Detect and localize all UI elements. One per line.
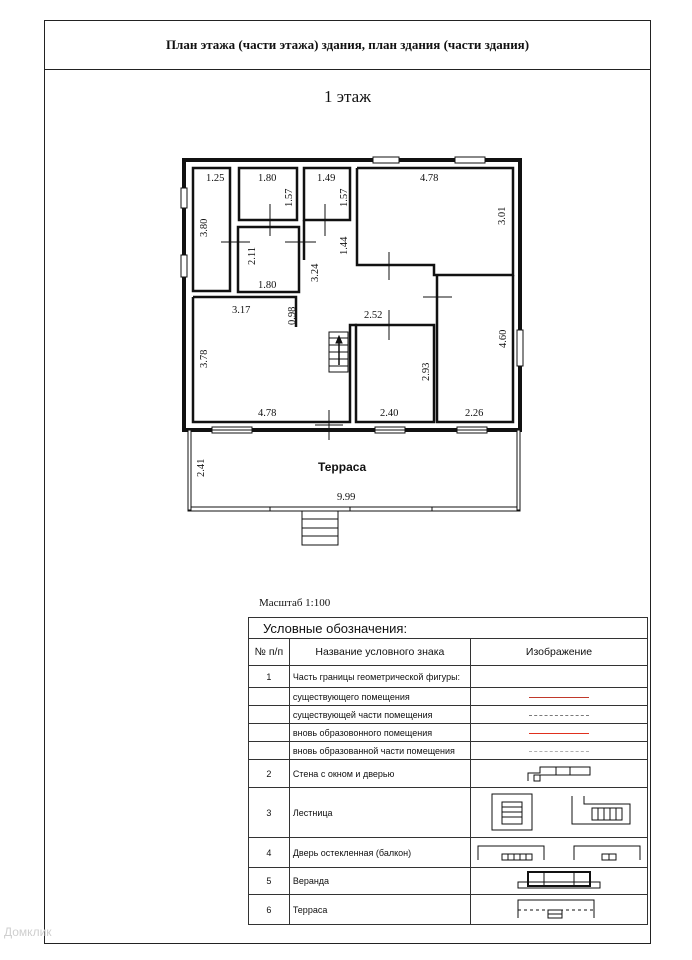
legend-row-name: Терраса: [289, 895, 470, 925]
legend-row-number: 4: [249, 838, 290, 868]
windows: [181, 157, 523, 433]
dim-label: 3.01: [497, 206, 508, 225]
legend-row-image: [471, 895, 648, 925]
legend-row-name: Дверь остекленная (балкон): [289, 838, 470, 868]
wall-window-door-icon: [526, 763, 592, 783]
legend-row-number: [249, 688, 290, 706]
legend-row-name: существующей части помещения: [289, 706, 470, 724]
interior-walls: [193, 168, 513, 422]
terrace-steps: [302, 511, 338, 545]
legend-row-image: [471, 688, 648, 706]
dim-label: 1.57: [284, 188, 295, 207]
legend-row-image: [471, 724, 648, 742]
legend-row-number: 5: [249, 868, 290, 895]
legend-header-row: [249, 639, 648, 666]
legend-row: [249, 666, 648, 688]
dashed-light-line-icon: [529, 751, 589, 752]
dim-label: 3.78: [199, 349, 210, 368]
legend-row-name: существующего помещения: [289, 688, 470, 706]
legend-row-image: [471, 838, 648, 868]
dim-label: 0.98: [287, 306, 298, 325]
scale-label: Масштаб 1:100: [259, 597, 331, 609]
dim-label: 3.80: [199, 218, 210, 237]
legend-row-name: Веранда: [289, 868, 470, 895]
dim-label: 2.93: [421, 362, 432, 381]
legend-row-name: Стена с окном и дверью: [289, 760, 470, 788]
glazed-door-icon: [474, 840, 644, 864]
legend-row-image: [471, 706, 648, 724]
legend-row-number: 2: [249, 760, 290, 788]
dim-label: 4.60: [498, 329, 509, 348]
legend-row-name: Часть границы геометрической фигуры:: [289, 666, 470, 688]
legend-row: [249, 788, 648, 838]
legend-row-image: [471, 868, 648, 895]
legend-caption-row: [249, 618, 648, 639]
dim-label: 2.26: [465, 408, 484, 419]
dim-label: 4.78: [258, 408, 277, 419]
legend-row-number: 3: [249, 788, 290, 838]
dim-label: 2.40: [380, 408, 399, 419]
veranda-icon: [514, 868, 604, 892]
solid-orange-line-icon: [529, 733, 589, 734]
legend-row: [249, 706, 648, 724]
legend-row-number: 1: [249, 666, 290, 688]
dim-label: 2.11: [247, 247, 258, 265]
legend-row-number: [249, 742, 290, 760]
legend-row-image: [471, 666, 648, 688]
staircase: [329, 332, 348, 372]
legend-row-name: вновь образованной части помещения: [289, 742, 470, 760]
legend-row-number: [249, 724, 290, 742]
legend-caption: Условные обозначения:: [249, 618, 648, 639]
legend-row-image: [471, 788, 648, 838]
solid-red-line-icon: [529, 697, 589, 698]
legend-row-image: [471, 760, 648, 788]
col-name-header: Название условного знака: [289, 639, 470, 666]
legend-row-number: [249, 706, 290, 724]
dim-label: 1.80: [258, 280, 277, 291]
dim-label: 1.57: [339, 188, 350, 207]
dim-label: 9.99: [337, 492, 356, 503]
legend-row: [249, 868, 648, 895]
legend-row-name: Лестница: [289, 788, 470, 838]
dim-label: 1.80: [258, 173, 277, 184]
dim-label: 2.41: [196, 458, 207, 477]
dim-label: 1.25: [206, 173, 225, 184]
legend-row-name: вновь образовонного помещения: [289, 724, 470, 742]
col-image-header: Изображение: [471, 639, 648, 666]
dim-label: 1.44: [339, 236, 350, 255]
legend-table: [248, 617, 648, 925]
legend-row: [249, 742, 648, 760]
terrace-label: Терраса: [318, 460, 367, 474]
sheet-title: План этажа (части этажа) здания, план здания (части здания): [165, 37, 530, 52]
dim-label: 3.24: [310, 263, 321, 282]
col-number-header: № п/п: [249, 639, 290, 666]
outer-wall: [184, 160, 520, 430]
door-marks: [221, 204, 452, 440]
terrace-icon: [514, 896, 604, 922]
legend-row-number: 6: [249, 895, 290, 925]
floor-title: 1 этаж: [324, 87, 371, 106]
dim-label: 4.78: [420, 173, 439, 184]
legend-row: [249, 760, 648, 788]
dim-label: 3.17: [232, 305, 251, 316]
legend-row-image: [471, 742, 648, 760]
dashed-line-icon: [529, 715, 589, 716]
watermark: Домклик: [4, 925, 52, 939]
legend-row: [249, 838, 648, 868]
dimension-labels: [196, 173, 509, 503]
legend-row: [249, 724, 648, 742]
dim-label: 2.52: [364, 310, 383, 321]
legend-row: [249, 895, 648, 925]
dim-label: 1.49: [317, 173, 336, 184]
legend-row: [249, 688, 648, 706]
staircase-icon: [484, 790, 634, 834]
